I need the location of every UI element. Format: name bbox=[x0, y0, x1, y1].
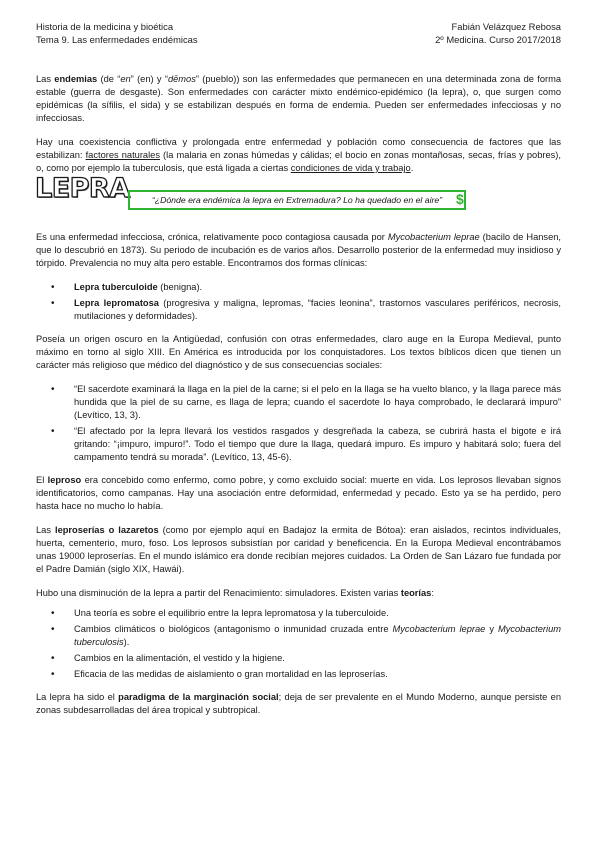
paragraph-lepra-definicion: Es una enfermedad infecciosa, crónica, relativamente poco contagiosa causada por Mycobacterium leprae (bacilo de Hansen, que lo descubrió en 1873). Su periodo de incubación es de varios años. Desarrollo posterior de la enfermedad muy insidioso y tórpido. Prevalencia no muy alta pero estable. Encontramos dos formas clínicas: bbox=[36, 232, 561, 268]
document-body bbox=[36, 73, 561, 728]
list-item: • Cambios climáticos o biológicos (antagonismo o inmunidad cruzada entre Mycobacterium leprae y Mycobacterium tuberculosis). bbox=[36, 623, 561, 649]
list-item: • Cambios en la alimentación, el vestido y la higiene. bbox=[36, 652, 561, 665]
margin-note-text: “¿Dónde era endémica la lepra en Extremadura? Lo ha quedado en el aire” bbox=[151, 195, 443, 205]
list-item: • Lepra lepromatosa (progresiva y maligna, lepromas, “facies leonina”, trastornos vasculares periféricos, necrosis, mutilaciones y deformidades). bbox=[36, 297, 561, 323]
topic-title: Tema 9. Las enfermedades endémicas bbox=[36, 34, 198, 45]
paragraph-leproso: El leproso era concebido como enfermo, como pobre, y como excluido social: muerte en vida. Los leprosos llevaban signos identificatorios, como campanas. Hay una asociación entre deformidad, enfermedad y pecado. Esto ya se ha perdido, pero hasta hace no mucho lo había. bbox=[36, 475, 561, 511]
paragraph-endemias: Las endemias (de “en” (en) y “dēmos” (pueblo)) son las enfermedades que permanecen en una determinada zona de forma estable (guerra de desgaste). Son enfermedades con carácter mixto endémico-epidémico (la lepra), o, que surgen como epidémicas (la sífilis, el sida) y se estabilizan después en forma de endemia. Pueden ser enfermedades infecciosas y no infecciosas. bbox=[36, 74, 562, 123]
list-item: • Lepra tuberculoide (benigna). bbox=[36, 281, 561, 294]
list-item: • “El afectado por la lepra llevará los vestidos rasgados y desgreñada la cabeza, se cubrirá hasta el bigote e irá gritando: “¡impuro, impuro!”. Todo el tiempo que dure la llaga, quedará impuro. Es impuro y habitará solo; fuera del campamento tendrá su morada”. (Levítico, 13, 45-6). bbox=[36, 425, 561, 464]
factores-naturales: factores naturales bbox=[85, 150, 160, 160]
program-year: 2º Medicina. Curso 2017/2018 bbox=[435, 34, 561, 45]
mycobacterium-leprae: Mycobacterium leprae bbox=[387, 232, 480, 242]
theories-list bbox=[36, 607, 561, 681]
clinical-forms-list bbox=[36, 281, 561, 323]
lepra-heading: LEPRA bbox=[35, 173, 130, 204]
paragraph-origen: Poseía un origen oscuro en la Antigüedad, confusión con otras enfermedades, claro auge en la Europa Medieval, punto máximo en torno al siglo XIII. En América es introducida por los conquistadores. Los textos bíblicos dicen que tienen un carácter más religioso que médico del diagnóstico y de sus consecuencias sociales: bbox=[36, 334, 561, 370]
list-item: • Una teoría es sobre el equilibrio entre la lepra lepromatosa y la tuberculoide. bbox=[36, 607, 561, 620]
margin-note-box bbox=[128, 190, 466, 210]
paragraph-paradigma: La lepra ha sido el paradigma de la marginación social; deja de ser prevalente en el Mundo Moderno, aunque persiste en zonas subdesarrolladas del área tropical y subtropical. bbox=[36, 692, 561, 715]
list-item: • “El sacerdote examinará la llaga en la piel de la carne; si el pelo en la llaga se ha vuelto blanco, y la llaga parece más hundida que la piel de su carne, es llaga de lepra; cuando el sacerdote lo haya comprobado, le declarará impuro” (Levítico, 13, 3). bbox=[36, 383, 561, 422]
paragraph-leproserias: Las leproserías o lazaretos (como por ejemplo aquí en Badajoz la ermita de Bótoa): eran aislados, recintos individuales, huerta, cementerio, muro, foso. Los leprosos subsistían por caridad y beneficencia. En la Europa Medieval encontrábamos unas 19000 leproserías. En el mundo islámico era donde recibían mejores cuidados. La Orden de San Lázaro fue fundada por el Padre Damián (siglo XIX, Hawái). bbox=[36, 525, 561, 574]
list-item: • Eficacia de las medidas de aislamiento o gran mortalidad en las leproserías. bbox=[36, 668, 561, 681]
paragraph-disminucion: Hubo una disminución de la lepra a partir del Renacimiento: simuladores. Existen varias teorías: bbox=[36, 588, 434, 598]
lepra-section-header bbox=[35, 173, 561, 222]
biblical-quotes-list bbox=[36, 383, 561, 464]
author-name: Fabián Velázquez Rebosa bbox=[451, 21, 561, 32]
course-title: Historia de la medicina y bioética bbox=[36, 21, 174, 32]
condiciones-de-vida: condiciones de vida y trabajo bbox=[290, 163, 411, 173]
dollar-icon: $ bbox=[456, 191, 464, 207]
paragraph-coexistencia: Hay una coexistencia conflictiva y prolongada entre enfermedad y población como consecuencia de factores que las estabilizan: factores naturales (la malaria en zonas húmedas y cálidas; el bocio en zonas montañosas, secas, frías y pobres), o, como por ejemplo la tuberculosis, que está ligada a ciertas condiciones de vida y trabajo. bbox=[36, 137, 561, 173]
term-endemias: endemias bbox=[54, 74, 98, 84]
page-header bbox=[36, 20, 561, 46]
